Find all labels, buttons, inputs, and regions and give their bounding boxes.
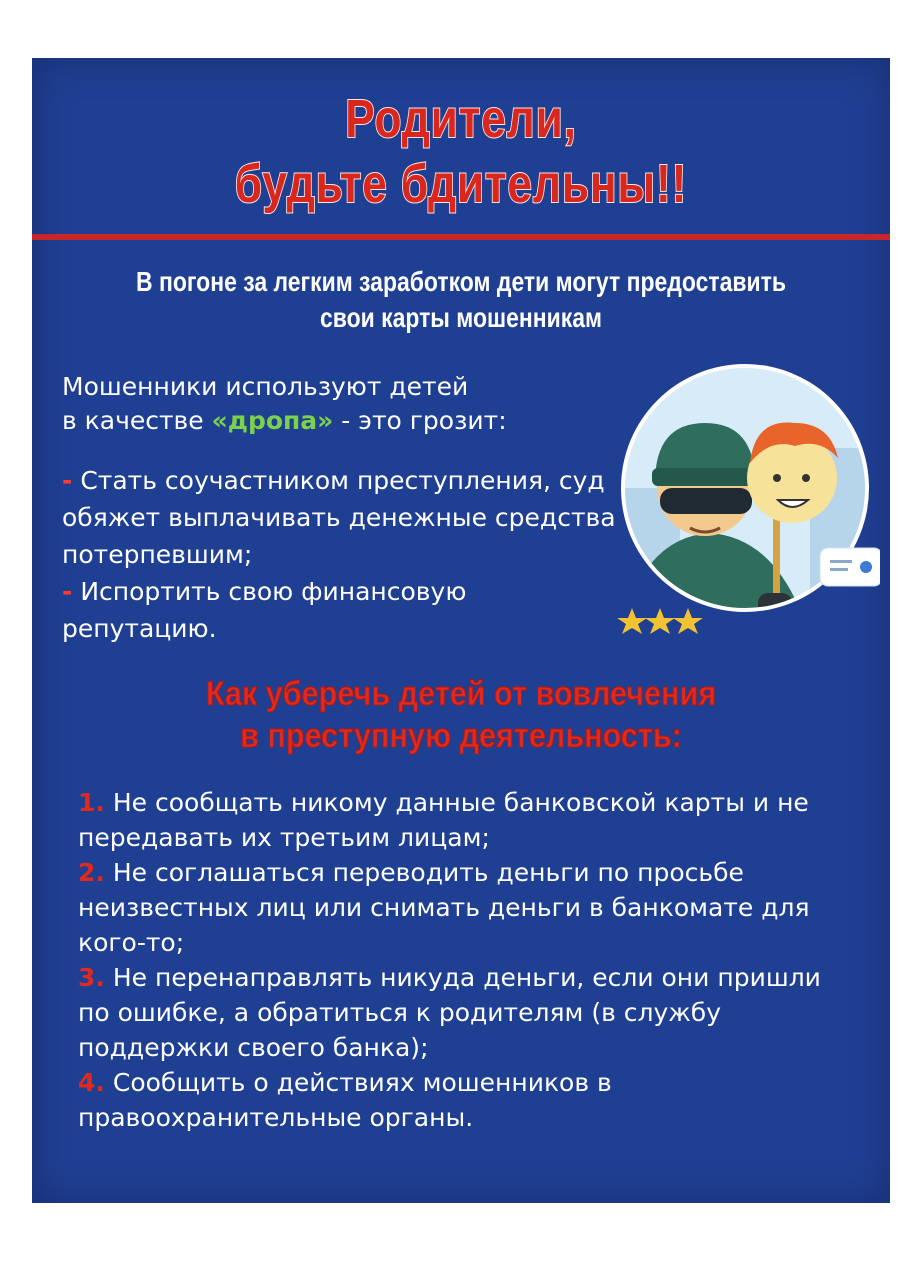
subtitle-line-2: свои карты мошенникам xyxy=(319,302,603,333)
intro-line-2-start: в качестве xyxy=(62,406,212,435)
risk-item xyxy=(62,462,622,573)
rule-item xyxy=(78,960,858,1065)
rule-text: Не соглашаться переводить деньги по просьбе неизвестных лиц или снимать деньги в банкомате для кого-то; xyxy=(78,858,810,957)
howto-heading-line-2: в преступную деятельность: xyxy=(240,717,682,755)
bullet-marker: - xyxy=(62,466,73,495)
rules-list xyxy=(78,785,858,1135)
intro-text xyxy=(62,370,582,438)
title-line-1: Родители, xyxy=(345,89,577,149)
subtitle-line-1: В погоне за легким заработком дети могут предоставить xyxy=(136,266,786,297)
rule-item xyxy=(78,785,858,855)
rule-text: Не перенаправлять никуда деньги, если они пришли по ошибке, а обратиться к родителям (в службу поддержки своего банка); xyxy=(78,963,821,1062)
intro-line-2-end: - это грозит: xyxy=(333,406,507,435)
rule-number: 1. xyxy=(78,788,105,817)
drop-highlight: «дропа» xyxy=(211,406,334,435)
risk-list xyxy=(62,462,622,647)
intro-line-1: Мошенники используют детей xyxy=(62,372,469,401)
risk-text: Стать соучастником преступления, суд обяжет выплачивать денежные средства потерпевшим; xyxy=(62,466,616,569)
intro-line-2 xyxy=(62,404,582,438)
rule-item xyxy=(78,855,858,960)
rule-text: Не сообщать никому данные банковской карты и не передавать их третьим лицам; xyxy=(78,788,809,852)
risk-item xyxy=(62,573,622,647)
howto-heading-line-1: Как уберечь детей от вовлечения xyxy=(205,675,717,713)
rule-number: 2. xyxy=(78,858,105,887)
rule-text: Сообщить о действиях мошенников в правоохранительные органы. xyxy=(78,1068,612,1132)
rule-number: 4. xyxy=(78,1068,105,1097)
risk-text: Испортить свою финансовую репутацию. xyxy=(62,577,467,643)
title-line-2: будьте бдительны!! xyxy=(234,154,688,214)
fraudster-with-mask-icon xyxy=(580,338,880,638)
bullet-marker: - xyxy=(62,577,73,606)
rule-item xyxy=(78,1065,858,1135)
divider-line xyxy=(32,234,890,240)
poster xyxy=(32,58,890,1203)
rule-number: 3. xyxy=(78,963,105,992)
